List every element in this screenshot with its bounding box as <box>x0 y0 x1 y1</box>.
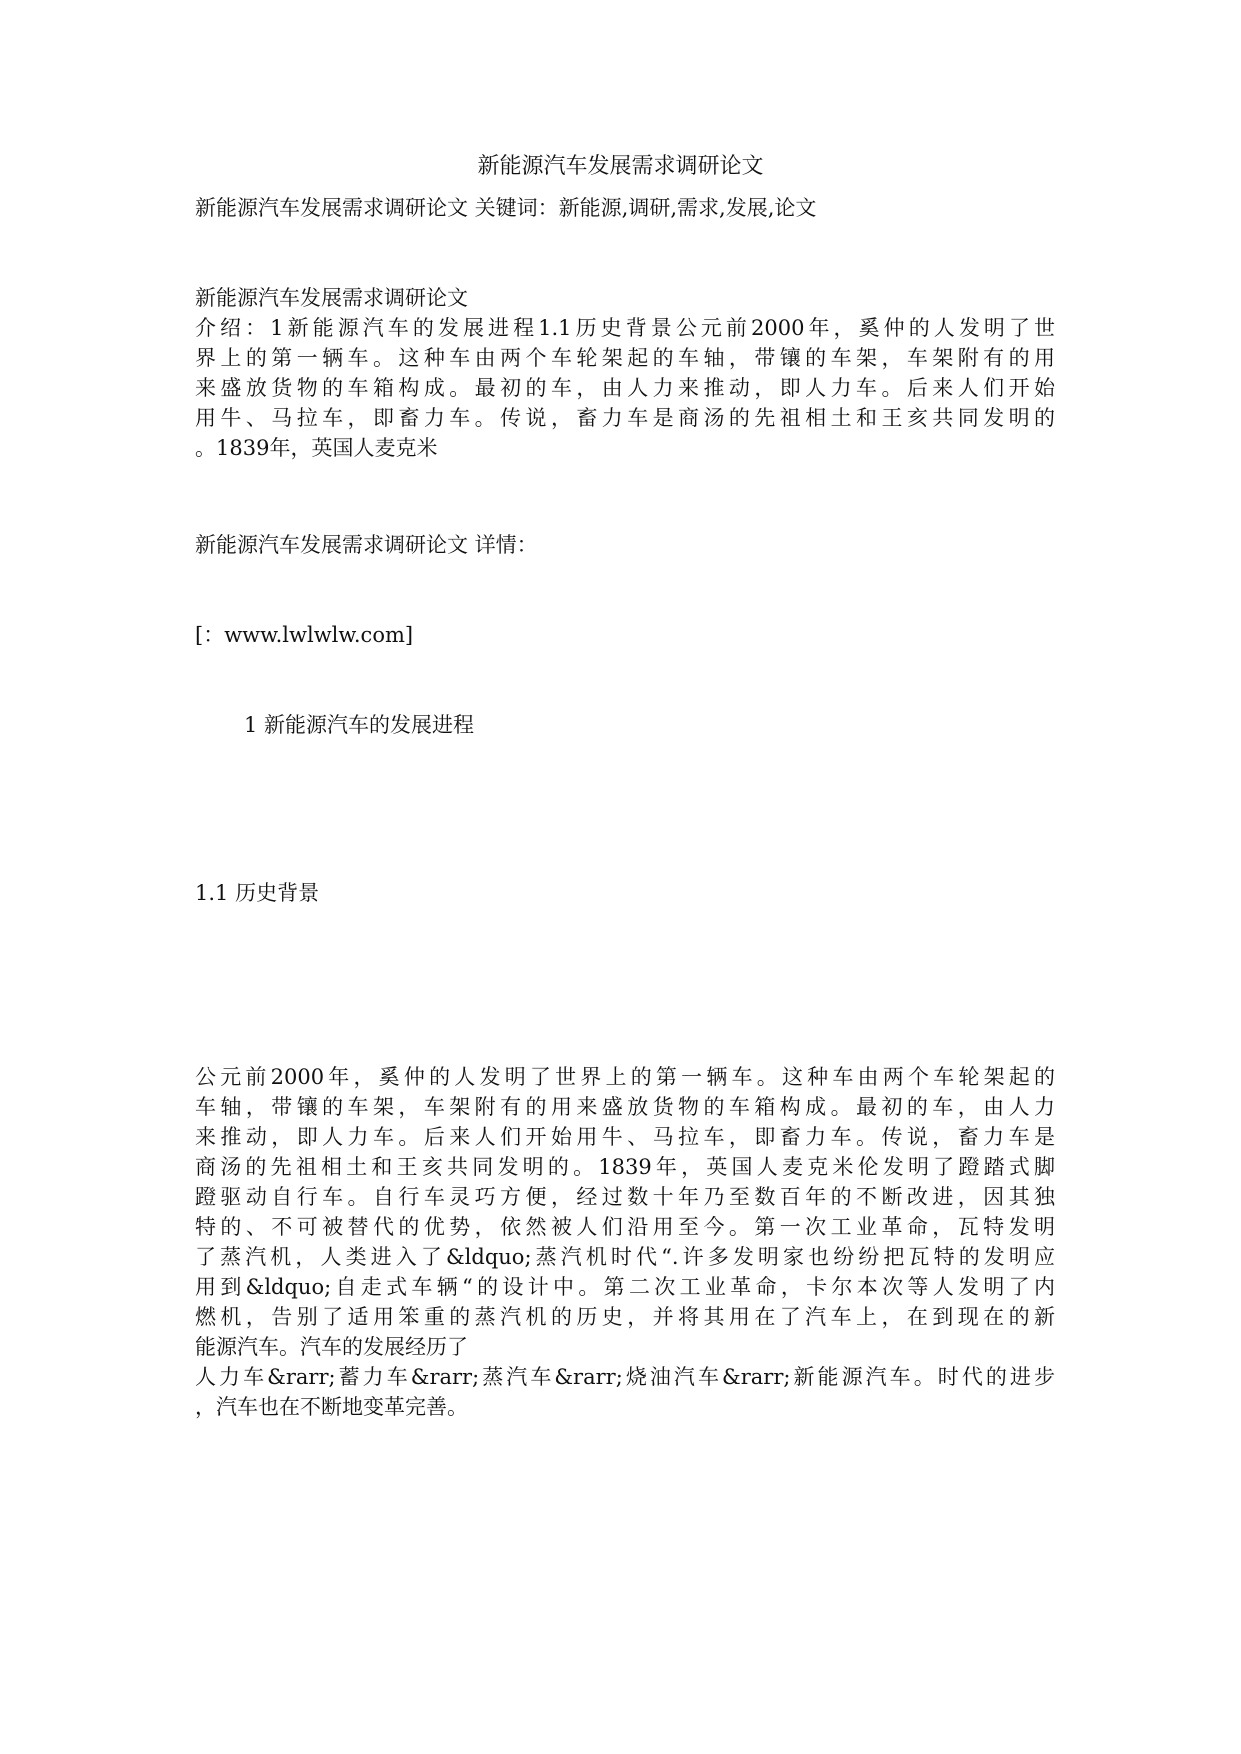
body-line: 车轴，带镶的车架，车架附有的用来盛放货物的车箱构成。最初的车，由人力 <box>195 1095 1055 1119</box>
source-link: [：www.lwlwlw.com] <box>195 623 414 647</box>
body-line: 公元前2000年，奚仲的人发明了世界上的第一辆车。这种车由两个车轮架起的 <box>195 1065 1055 1089</box>
body-line: 来推动，即人力车。后来人们开始用牛、马拉车，即畜力车。传说，畜力车是 <box>195 1125 1055 1149</box>
summary-line: 来盛放货物的车箱构成。最初的车，由人力来推动，即人力车。后来人们开始 <box>195 376 1055 400</box>
summary-line: 介绍：1新能源汽车的发展进程1.1历史背景公元前2000年，奚仲的人发明了世 <box>195 316 1055 340</box>
summary-paragraph <box>195 313 1055 463</box>
body-paragraph <box>195 1062 1055 1422</box>
body-line: 用到&ldquo;自走式车辆“的设计中。第二次工业革命，卡尔本次等人发明了内 <box>195 1275 1055 1299</box>
section-heading: 1 新能源汽车的发展进程 <box>244 713 475 737</box>
body-line: 人力车&rarr;蓄力车&rarr;蒸汽车&rarr;烧油汽车&rarr;新能源汽车。时代的进步 <box>195 1365 1055 1389</box>
summary-line: 。1839年，英国人麦克米 <box>195 436 438 460</box>
body-line: 蹬驱动自行车。自行车灵巧方便，经过数十年乃至数百年的不断改进，因其独 <box>195 1185 1055 1209</box>
body-line: 了蒸汽机，人类进入了&ldquo;蒸汽机时代“.许多发明家也纷纷把瓦特的发明应 <box>195 1245 1055 1269</box>
keywords-line: 新能源汽车发展需求调研论文 关键词：新能源,调研,需求,发展,论文 <box>195 196 817 220</box>
summary-line: 界上的第一辆车。这种车由两个车轮架起的车轴，带镶的车架，车架附有的用 <box>195 346 1055 370</box>
details-heading: 新能源汽车发展需求调研论文 详情： <box>195 533 538 557</box>
summary-heading: 新能源汽车发展需求调研论文 <box>195 286 468 310</box>
document-title: 新能源汽车发展需求调研论文 <box>477 154 764 179</box>
subsection-heading: 1.1 历史背景 <box>195 881 320 905</box>
body-line: 燃机，告别了适用笨重的蒸汽机的历史，并将其用在了汽车上，在到现在的新 <box>195 1305 1055 1329</box>
body-line: 能源汽车。汽车的发展经历了 <box>195 1335 468 1359</box>
body-line: 特的、不可被替代的优势，依然被人们沿用至今。第一次工业革命，瓦特发明 <box>195 1215 1055 1239</box>
body-line: 商汤的先祖相土和王亥共同发明的。1839年，英国人麦克米伦发明了蹬踏式脚 <box>195 1155 1055 1179</box>
summary-line: 用牛、马拉车，即畜力车。传说，畜力车是商汤的先祖相土和王亥共同发明的 <box>195 406 1055 430</box>
body-line: ，汽车也在不断地变革完善。 <box>195 1395 468 1419</box>
